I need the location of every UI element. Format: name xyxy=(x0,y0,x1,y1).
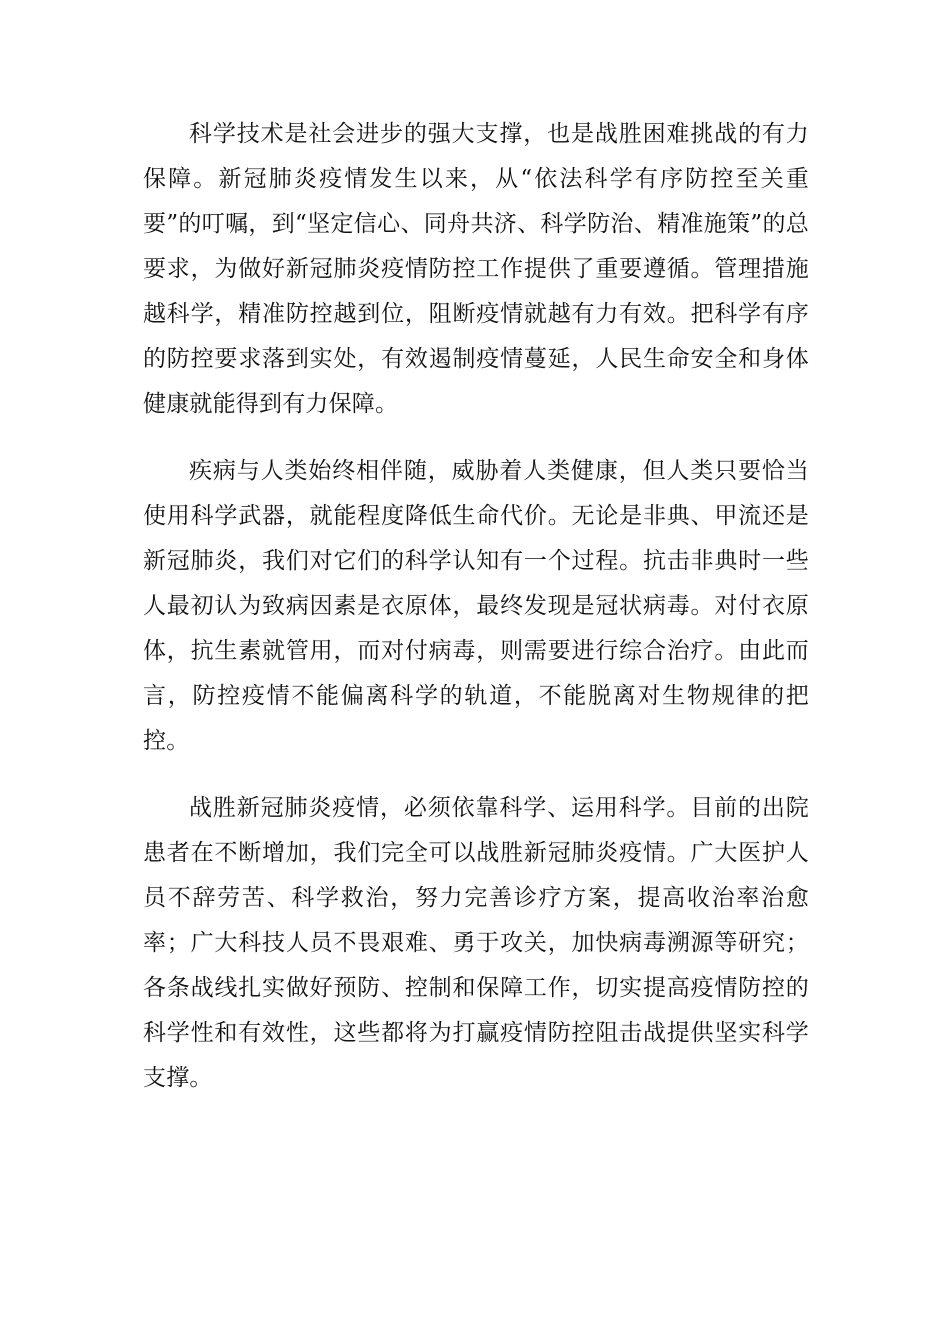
document-body xyxy=(143,112,809,1101)
paragraph-2: 疾病与人类始终相伴随，威胁着人类健康，但人类只要恰当使用科学武器，就能程度降低生命代价。无论是非典、甲流还是新冠肺炎，我们对它们的科学认知有一个过程。抗击非典时一些人最初认为致病因素是衣原体，最终发现是冠状病毒。对付衣原体，抗生素就管用，而对付病毒，则需要进行综合治疗。由此而言，防控疫情不能偏离科学的轨道，不能脱离对生物规律的把控。 xyxy=(143,458,809,754)
paragraph-3: 战胜新冠肺炎疫情，必须依靠科学、运用科学。目前的出院患者在不断增加，我们完全可以战胜新冠肺炎疫情。广大医护人员不辞劳苦、科学救治，努力完善诊疗方案，提高收治率治愈率；广大科技人员不畏艰难、勇于攻关，加快病毒溯源等研究；各条战线扎实做好预防、控制和保障工作，切实提高疫情防控的科学性和有效性，这些都将为打赢疫情防控阻击战提供坚实科学支撑。 xyxy=(143,795,809,1091)
paragraph-1: 科学技术是社会进步的强大支撑，也是战胜困难挑战的有力保障。新冠肺炎疫情发生以来，从“依法科学有序防控至关重要”的叮嘱，到“坚定信心、同舟共济、科学防治、精准施策”的总要求，为做好新冠肺炎疫情防控工作提供了重要遵循。管理措施越科学，精准防控越到位，阻断疫情就越有力有效。把科学有序的防控要求落到实处，有效遏制疫情蔓延，人民生命安全和身体健康就能得到有力保障。 xyxy=(143,121,809,417)
